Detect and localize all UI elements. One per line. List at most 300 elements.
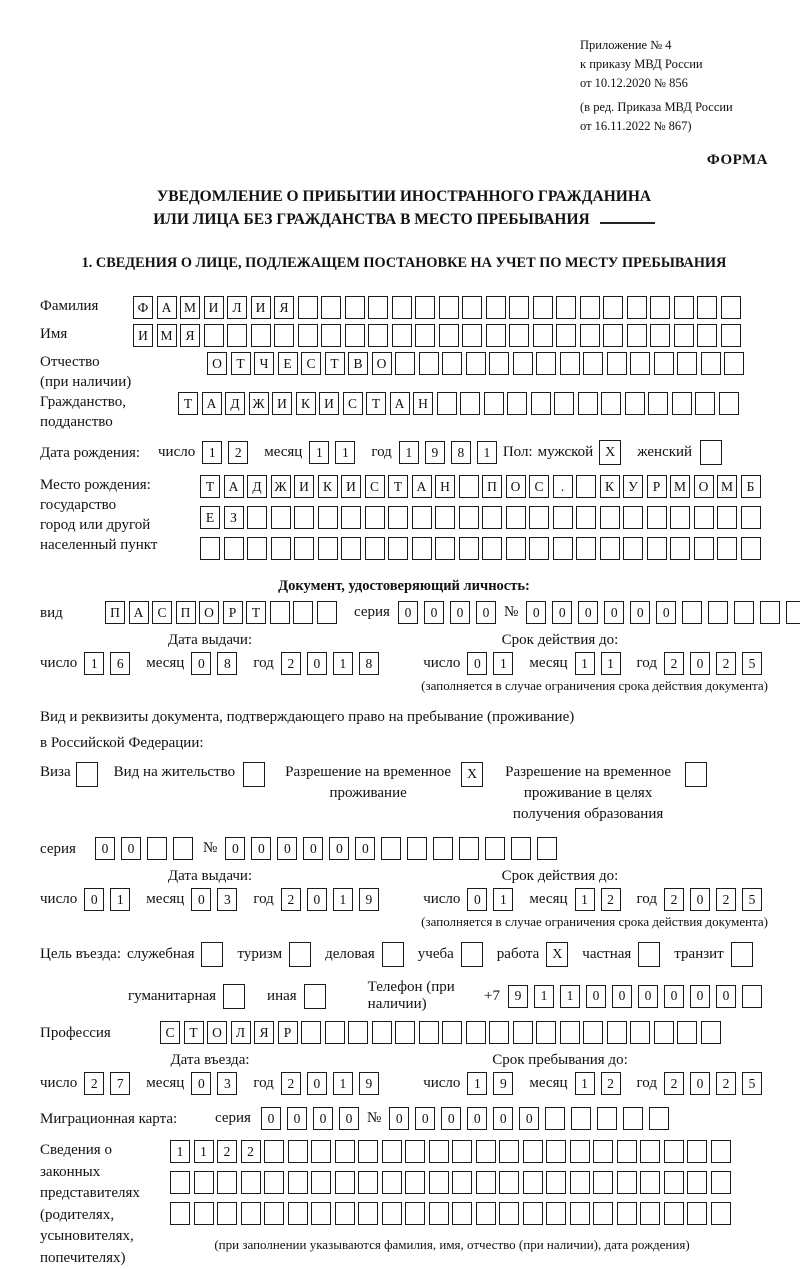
char-cell[interactable]: 2 (716, 1072, 736, 1095)
char-cell[interactable] (318, 506, 338, 529)
char-cell[interactable] (365, 506, 385, 529)
char-cell[interactable] (647, 506, 667, 529)
char-cell[interactable]: 0 (287, 1107, 307, 1130)
char-cell[interactable]: С (529, 475, 549, 498)
char-cell[interactable] (506, 537, 526, 560)
char-cell[interactable] (687, 1202, 707, 1225)
char-cell[interactable] (382, 1140, 402, 1163)
char-cell[interactable] (721, 296, 741, 319)
char-cell[interactable] (224, 537, 244, 560)
char-cell[interactable]: 0 (467, 1107, 487, 1130)
char-cell[interactable] (580, 296, 600, 319)
char-cell[interactable] (654, 352, 674, 375)
char-cell[interactable] (640, 1171, 660, 1194)
char-cell[interactable] (241, 1171, 261, 1194)
char-cell[interactable] (717, 537, 737, 560)
char-cell[interactable] (623, 537, 643, 560)
char-cell[interactable] (459, 837, 479, 860)
char-cell[interactable] (499, 1140, 519, 1163)
char-cell[interactable]: 0 (519, 1107, 539, 1130)
char-cell[interactable]: 0 (467, 652, 487, 675)
char-cell[interactable]: 9 (508, 985, 528, 1008)
char-cell[interactable] (597, 1107, 617, 1130)
char-cell[interactable] (486, 324, 506, 347)
char-cell[interactable] (603, 296, 623, 319)
sex-male-checkbox[interactable]: X (599, 440, 621, 465)
char-cell[interactable]: И (294, 475, 314, 498)
char-cell[interactable] (271, 506, 291, 529)
char-cell[interactable] (382, 1202, 402, 1225)
visa-checkbox[interactable] (76, 762, 98, 787)
char-cell[interactable]: 1 (575, 652, 595, 675)
char-cell[interactable] (672, 392, 692, 415)
char-cell[interactable] (439, 324, 459, 347)
char-cell[interactable] (617, 1202, 637, 1225)
char-cell[interactable] (711, 1202, 731, 1225)
char-cell[interactable] (405, 1140, 425, 1163)
char-cell[interactable]: 0 (191, 652, 211, 675)
char-cell[interactable]: 1 (309, 441, 329, 464)
char-cell[interactable]: Я (180, 324, 200, 347)
char-cell[interactable]: 2 (716, 652, 736, 675)
char-cell[interactable] (335, 1171, 355, 1194)
char-cell[interactable]: 0 (389, 1107, 409, 1130)
char-cell[interactable] (301, 1021, 321, 1044)
char-cell[interactable] (147, 837, 167, 860)
work-checkbox[interactable]: X (546, 942, 568, 967)
char-cell[interactable]: Т (366, 392, 386, 415)
char-cell[interactable] (570, 1140, 590, 1163)
char-cell[interactable]: 2 (281, 888, 301, 911)
char-cell[interactable] (294, 506, 314, 529)
char-cell[interactable]: 0 (612, 985, 632, 1008)
char-cell[interactable]: Д (247, 475, 267, 498)
char-cell[interactable]: 0 (225, 837, 245, 860)
char-cell[interactable] (264, 1171, 284, 1194)
char-cell[interactable]: 2 (241, 1140, 261, 1163)
char-cell[interactable] (415, 296, 435, 319)
char-cell[interactable] (556, 324, 576, 347)
char-cell[interactable] (677, 352, 697, 375)
char-cell[interactable] (601, 392, 621, 415)
char-cell[interactable]: 1 (601, 652, 621, 675)
char-cell[interactable]: 0 (604, 601, 624, 624)
char-cell[interactable] (664, 1140, 684, 1163)
char-cell[interactable] (760, 601, 780, 624)
char-cell[interactable] (506, 506, 526, 529)
char-cell[interactable] (311, 1140, 331, 1163)
char-cell[interactable] (719, 392, 739, 415)
char-cell[interactable] (264, 1140, 284, 1163)
char-cell[interactable] (509, 324, 529, 347)
char-cell[interactable]: В (348, 352, 368, 375)
char-cell[interactable]: И (133, 324, 153, 347)
char-cell[interactable] (600, 506, 620, 529)
char-cell[interactable] (533, 296, 553, 319)
char-cell[interactable]: 2 (228, 441, 248, 464)
char-cell[interactable] (553, 506, 573, 529)
char-cell[interactable] (200, 537, 220, 560)
char-cell[interactable]: 0 (424, 601, 444, 624)
char-cell[interactable] (435, 537, 455, 560)
char-cell[interactable]: А (224, 475, 244, 498)
char-cell[interactable]: 0 (355, 837, 375, 860)
char-cell[interactable] (271, 537, 291, 560)
char-cell[interactable]: 1 (170, 1140, 190, 1163)
char-cell[interactable]: 7 (110, 1072, 130, 1095)
char-cell[interactable] (578, 392, 598, 415)
char-cell[interactable] (412, 537, 432, 560)
char-cell[interactable]: 2 (601, 888, 621, 911)
char-cell[interactable] (623, 1107, 643, 1130)
char-cell[interactable] (571, 1107, 591, 1130)
char-cell[interactable]: 0 (191, 1072, 211, 1095)
char-cell[interactable] (311, 1202, 331, 1225)
char-cell[interactable]: П (482, 475, 502, 498)
char-cell[interactable]: 1 (575, 888, 595, 911)
char-cell[interactable]: Л (231, 1021, 251, 1044)
char-cell[interactable] (388, 506, 408, 529)
char-cell[interactable] (484, 392, 504, 415)
char-cell[interactable] (523, 1202, 543, 1225)
char-cell[interactable]: Р (278, 1021, 298, 1044)
char-cell[interactable] (462, 296, 482, 319)
char-cell[interactable] (395, 1021, 415, 1044)
char-cell[interactable]: Д (225, 392, 245, 415)
char-cell[interactable]: 8 (217, 652, 237, 675)
char-cell[interactable] (560, 1021, 580, 1044)
char-cell[interactable] (650, 296, 670, 319)
char-cell[interactable] (247, 537, 267, 560)
char-cell[interactable]: 0 (339, 1107, 359, 1130)
char-cell[interactable]: З (224, 506, 244, 529)
char-cell[interactable] (419, 1021, 439, 1044)
char-cell[interactable]: И (341, 475, 361, 498)
char-cell[interactable] (650, 324, 670, 347)
char-cell[interactable] (217, 1202, 237, 1225)
char-cell[interactable] (647, 537, 667, 560)
char-cell[interactable] (513, 1021, 533, 1044)
char-cell[interactable]: Е (200, 506, 220, 529)
char-cell[interactable] (460, 392, 480, 415)
char-cell[interactable] (786, 601, 800, 624)
char-cell[interactable]: А (412, 475, 432, 498)
temp-residence-education-checkbox[interactable] (685, 762, 707, 787)
char-cell[interactable] (499, 1202, 519, 1225)
char-cell[interactable] (476, 1202, 496, 1225)
char-cell[interactable]: 0 (261, 1107, 281, 1130)
char-cell[interactable]: 0 (476, 601, 496, 624)
char-cell[interactable]: 0 (307, 652, 327, 675)
char-cell[interactable]: 1 (477, 441, 497, 464)
char-cell[interactable]: 0 (690, 888, 710, 911)
char-cell[interactable] (697, 324, 717, 347)
char-cell[interactable] (452, 1171, 472, 1194)
char-cell[interactable]: 0 (277, 837, 297, 860)
char-cell[interactable]: О (207, 352, 227, 375)
char-cell[interactable] (721, 324, 741, 347)
char-cell[interactable]: 8 (451, 441, 471, 464)
char-cell[interactable] (529, 506, 549, 529)
char-cell[interactable]: 0 (450, 601, 470, 624)
char-cell[interactable]: И (319, 392, 339, 415)
char-cell[interactable]: У (623, 475, 643, 498)
char-cell[interactable]: 0 (191, 888, 211, 911)
char-cell[interactable]: Н (435, 475, 455, 498)
char-cell[interactable]: К (296, 392, 316, 415)
char-cell[interactable] (509, 296, 529, 319)
char-cell[interactable] (513, 352, 533, 375)
char-cell[interactable]: 1 (333, 652, 353, 675)
char-cell[interactable]: 0 (690, 652, 710, 675)
char-cell[interactable]: 1 (467, 1072, 487, 1095)
char-cell[interactable] (677, 1021, 697, 1044)
char-cell[interactable]: С (365, 475, 385, 498)
char-cell[interactable]: 0 (638, 985, 658, 1008)
char-cell[interactable]: А (202, 392, 222, 415)
char-cell[interactable] (288, 1140, 308, 1163)
char-cell[interactable]: 0 (690, 985, 710, 1008)
char-cell[interactable] (325, 1021, 345, 1044)
char-cell[interactable] (341, 506, 361, 529)
char-cell[interactable] (335, 1202, 355, 1225)
char-cell[interactable]: 0 (493, 1107, 513, 1130)
char-cell[interactable] (388, 537, 408, 560)
char-cell[interactable] (170, 1202, 190, 1225)
char-cell[interactable]: И (272, 392, 292, 415)
char-cell[interactable] (321, 324, 341, 347)
char-cell[interactable]: 5 (742, 652, 762, 675)
char-cell[interactable] (459, 537, 479, 560)
char-cell[interactable] (358, 1202, 378, 1225)
char-cell[interactable]: С (301, 352, 321, 375)
char-cell[interactable] (536, 1021, 556, 1044)
char-cell[interactable] (546, 1202, 566, 1225)
char-cell[interactable] (583, 1021, 603, 1044)
char-cell[interactable]: 0 (467, 888, 487, 911)
char-cell[interactable] (412, 506, 432, 529)
char-cell[interactable]: 1 (560, 985, 580, 1008)
char-cell[interactable]: А (157, 296, 177, 319)
char-cell[interactable]: К (600, 475, 620, 498)
char-cell[interactable] (462, 324, 482, 347)
char-cell[interactable]: 0 (526, 601, 546, 624)
char-cell[interactable] (489, 352, 509, 375)
char-cell[interactable]: 0 (95, 837, 115, 860)
char-cell[interactable]: 0 (251, 837, 271, 860)
char-cell[interactable]: П (176, 601, 196, 624)
char-cell[interactable]: 1 (399, 441, 419, 464)
char-cell[interactable] (682, 601, 702, 624)
char-cell[interactable] (348, 1021, 368, 1044)
char-cell[interactable] (345, 324, 365, 347)
char-cell[interactable]: 0 (656, 601, 676, 624)
char-cell[interactable] (640, 1140, 660, 1163)
char-cell[interactable] (664, 1171, 684, 1194)
char-cell[interactable] (459, 475, 479, 498)
char-cell[interactable] (435, 506, 455, 529)
char-cell[interactable] (407, 837, 427, 860)
char-cell[interactable]: 2 (664, 888, 684, 911)
char-cell[interactable]: Т (388, 475, 408, 498)
char-cell[interactable] (554, 392, 574, 415)
char-cell[interactable] (617, 1140, 637, 1163)
char-cell[interactable] (556, 296, 576, 319)
char-cell[interactable]: 6 (110, 652, 130, 675)
char-cell[interactable] (576, 537, 596, 560)
char-cell[interactable]: 1 (335, 441, 355, 464)
char-cell[interactable] (318, 537, 338, 560)
char-cell[interactable] (711, 1171, 731, 1194)
char-cell[interactable]: 1 (84, 652, 104, 675)
char-cell[interactable] (294, 537, 314, 560)
char-cell[interactable]: 1 (333, 888, 353, 911)
char-cell[interactable] (405, 1171, 425, 1194)
char-cell[interactable]: М (717, 475, 737, 498)
char-cell[interactable]: Т (325, 352, 345, 375)
char-cell[interactable]: 0 (415, 1107, 435, 1130)
char-cell[interactable] (395, 352, 415, 375)
char-cell[interactable]: О (207, 1021, 227, 1044)
char-cell[interactable]: 3 (217, 888, 237, 911)
char-cell[interactable] (288, 1202, 308, 1225)
char-cell[interactable] (452, 1140, 472, 1163)
char-cell[interactable] (372, 1021, 392, 1044)
char-cell[interactable]: 2 (716, 888, 736, 911)
char-cell[interactable] (419, 352, 439, 375)
char-cell[interactable] (194, 1171, 214, 1194)
char-cell[interactable] (523, 1140, 543, 1163)
char-cell[interactable] (623, 506, 643, 529)
char-cell[interactable] (694, 537, 714, 560)
char-cell[interactable] (607, 352, 627, 375)
char-cell[interactable] (523, 1171, 543, 1194)
char-cell[interactable]: Ф (133, 296, 153, 319)
char-cell[interactable] (654, 1021, 674, 1044)
char-cell[interactable]: А (390, 392, 410, 415)
char-cell[interactable]: 0 (398, 601, 418, 624)
char-cell[interactable]: 0 (303, 837, 323, 860)
study-checkbox[interactable] (461, 942, 483, 967)
char-cell[interactable] (459, 506, 479, 529)
char-cell[interactable] (603, 324, 623, 347)
char-cell[interactable]: 0 (690, 1072, 710, 1095)
char-cell[interactable] (442, 1021, 462, 1044)
char-cell[interactable] (717, 506, 737, 529)
char-cell[interactable] (507, 392, 527, 415)
char-cell[interactable] (593, 1140, 613, 1163)
char-cell[interactable]: 5 (742, 888, 762, 911)
char-cell[interactable]: О (372, 352, 392, 375)
char-cell[interactable]: М (157, 324, 177, 347)
char-cell[interactable] (433, 837, 453, 860)
char-cell[interactable]: О (694, 475, 714, 498)
char-cell[interactable] (576, 475, 596, 498)
char-cell[interactable] (489, 1021, 509, 1044)
char-cell[interactable]: 1 (493, 888, 513, 911)
char-cell[interactable]: Е (278, 352, 298, 375)
char-cell[interactable] (439, 296, 459, 319)
char-cell[interactable]: 2 (281, 1072, 301, 1095)
char-cell[interactable] (405, 1202, 425, 1225)
char-cell[interactable]: . (553, 475, 573, 498)
transit-checkbox[interactable] (731, 942, 753, 967)
char-cell[interactable]: Б (741, 475, 761, 498)
char-cell[interactable] (687, 1171, 707, 1194)
char-cell[interactable]: Т (184, 1021, 204, 1044)
char-cell[interactable]: 2 (664, 1072, 684, 1095)
char-cell[interactable] (311, 1171, 331, 1194)
char-cell[interactable] (476, 1140, 496, 1163)
char-cell[interactable]: 0 (84, 888, 104, 911)
char-cell[interactable] (607, 1021, 627, 1044)
char-cell[interactable] (545, 1107, 565, 1130)
char-cell[interactable] (708, 601, 728, 624)
char-cell[interactable] (583, 352, 603, 375)
char-cell[interactable] (274, 324, 294, 347)
other-checkbox[interactable] (304, 984, 326, 1009)
char-cell[interactable]: 1 (493, 652, 513, 675)
char-cell[interactable] (482, 537, 502, 560)
char-cell[interactable] (317, 601, 337, 624)
temp-residence-checkbox[interactable]: X (461, 762, 483, 787)
char-cell[interactable]: 5 (742, 1072, 762, 1095)
char-cell[interactable]: С (152, 601, 172, 624)
char-cell[interactable] (600, 537, 620, 560)
char-cell[interactable] (298, 296, 318, 319)
char-cell[interactable]: А (129, 601, 149, 624)
char-cell[interactable]: О (506, 475, 526, 498)
char-cell[interactable]: Т (200, 475, 220, 498)
char-cell[interactable]: П (105, 601, 125, 624)
char-cell[interactable] (701, 352, 721, 375)
char-cell[interactable] (674, 296, 694, 319)
char-cell[interactable] (381, 837, 401, 860)
char-cell[interactable]: 0 (716, 985, 736, 1008)
char-cell[interactable]: 0 (121, 837, 141, 860)
char-cell[interactable] (217, 1171, 237, 1194)
char-cell[interactable] (630, 352, 650, 375)
char-cell[interactable]: 3 (217, 1072, 237, 1095)
char-cell[interactable] (247, 506, 267, 529)
char-cell[interactable] (553, 537, 573, 560)
char-cell[interactable] (546, 1140, 566, 1163)
char-cell[interactable]: Р (223, 601, 243, 624)
char-cell[interactable]: 2 (281, 652, 301, 675)
char-cell[interactable] (630, 1021, 650, 1044)
char-cell[interactable] (241, 1202, 261, 1225)
char-cell[interactable] (670, 506, 690, 529)
char-cell[interactable] (640, 1202, 660, 1225)
char-cell[interactable]: 0 (586, 985, 606, 1008)
char-cell[interactable] (392, 324, 412, 347)
char-cell[interactable]: К (318, 475, 338, 498)
char-cell[interactable] (345, 296, 365, 319)
char-cell[interactable] (429, 1202, 449, 1225)
char-cell[interactable] (452, 1202, 472, 1225)
char-cell[interactable]: 0 (329, 837, 349, 860)
char-cell[interactable] (429, 1140, 449, 1163)
char-cell[interactable] (670, 537, 690, 560)
char-cell[interactable] (321, 296, 341, 319)
char-cell[interactable]: 1 (202, 441, 222, 464)
char-cell[interactable] (593, 1171, 613, 1194)
residence-permit-checkbox[interactable] (243, 762, 265, 787)
char-cell[interactable] (741, 506, 761, 529)
char-cell[interactable] (485, 837, 505, 860)
char-cell[interactable]: Т (231, 352, 251, 375)
char-cell[interactable] (298, 324, 318, 347)
